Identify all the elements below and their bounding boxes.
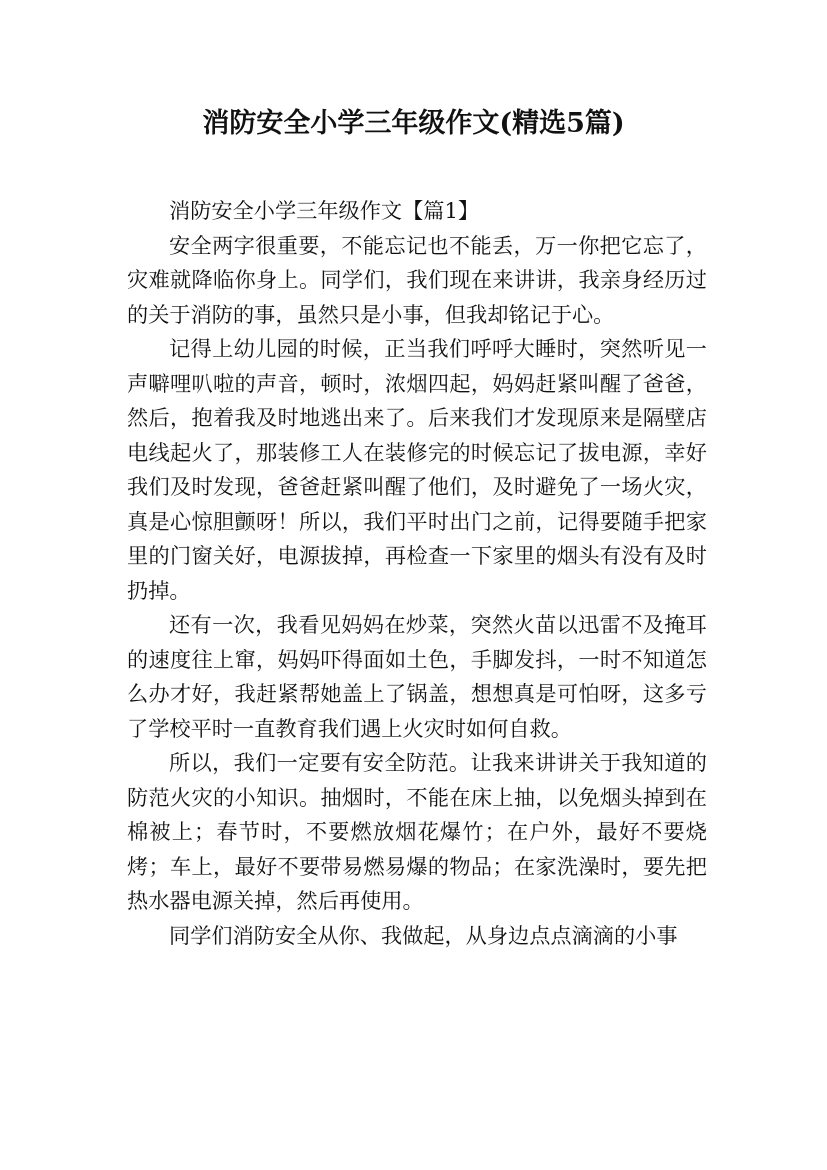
paragraph-2: 记得上幼儿园的时候，正当我们呼呼大睡时，突然听见一声噼哩叭啦的声音，顿时，浓烟四起，妈妈赶紧叫醒了爸爸，然后，抱着我及时地逃出来了。后来我们才发现原来是隔壁店电线起火了，那装修工人在装修完的时候忘记了拔电源，幸好我们及时发现，爸爸赶紧叫醒了他们，及时避免了一场火灾，真是心惊胆颤呀！所以，我们平时出门之前，记得要随手把家里的门窗关好，电源拔掉，再检查一下家里的烟头有没有及时扔掉。 [127, 336, 707, 603]
paragraph-5: 同学们消防安全从你、我做起，从身边点点滴滴的小事 [169, 922, 678, 948]
document-title: 消防安全小学三年级作文(精选5篇) [202, 108, 625, 139]
paragraph-4: 所以，我们一定要有安全防范。让我来讲讲关于我知道的防范火灾的小知识。抽烟时，不能在床上抽，以免烟头掉到在棉被上；春节时，不要燃放烟花爆竹；在户外，最好不要烧烤；车上，最好不要带易燃易爆的物品；在家洗澡时，要先把热水器电源关掉，然后再使用。 [127, 750, 707, 913]
section-heading: 消防安全小学三年级作文【篇1】 [169, 198, 480, 223]
paragraph-1: 安全两字很重要，不能忘记也不能丢，万一你把它忘了，灾难就降临你身上。同学们，我们现在来讲讲，我亲身经历过的关于消防的事，虽然只是小事，但我却铭记于心。 [127, 232, 707, 327]
document-body [127, 194, 707, 953]
paragraph-3: 还有一次，我看见妈妈在炒菜，突然火苗以迅雷不及掩耳的速度往上窜，妈妈吓得面如土色，手脚发抖，一时不知道怎么办才好，我赶紧帮她盖上了锅盖，想想真是可怕呀，这多亏了学校平时一直教育我们遇上火灾时如何自救。 [127, 612, 707, 741]
